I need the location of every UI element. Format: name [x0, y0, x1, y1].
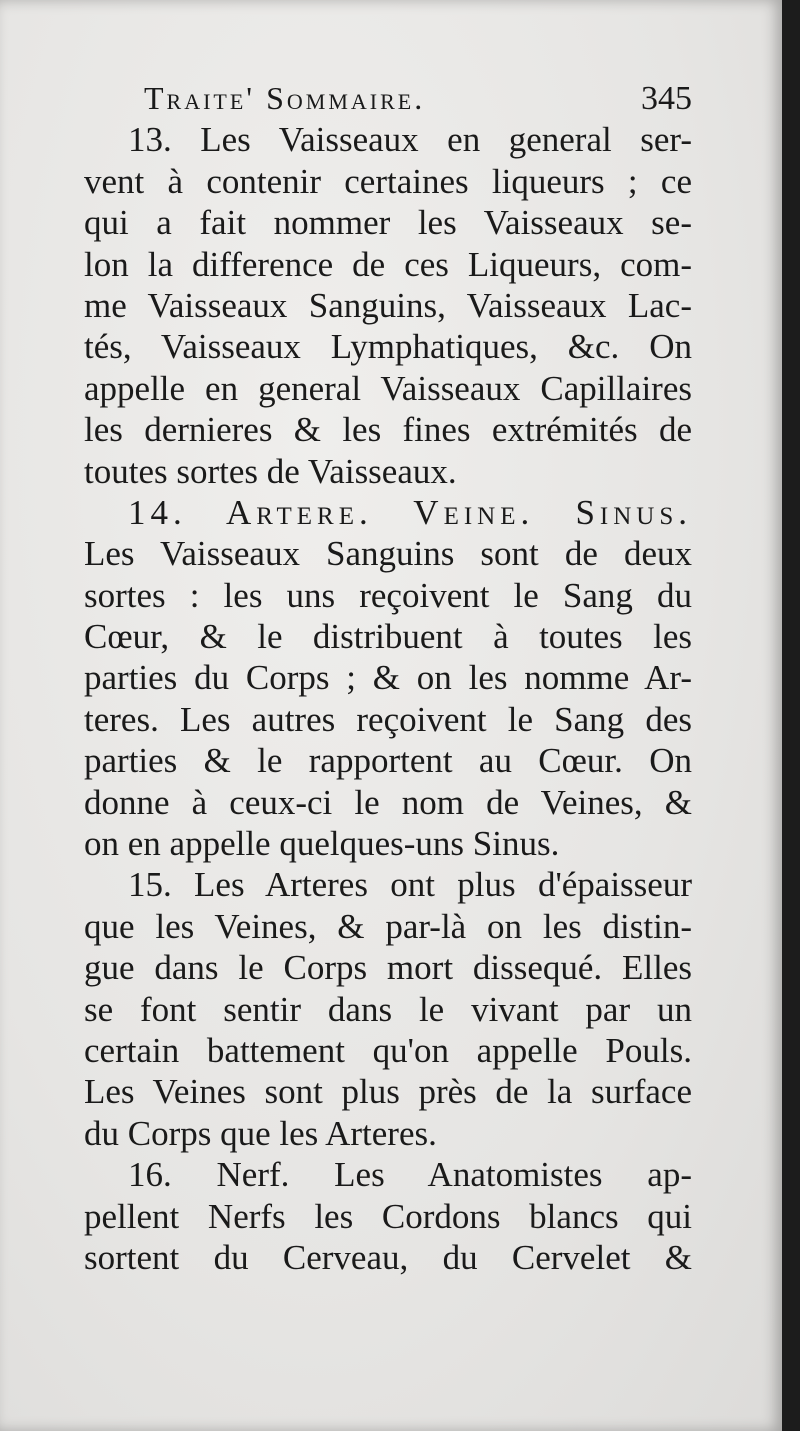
- text-line: les dernieres & les fines extrémités de: [84, 410, 692, 450]
- text-line: Cœur, & le distribuent à toutes les: [84, 617, 692, 657]
- page-number: 345: [641, 80, 692, 117]
- running-title: Traite' Sommaire.: [144, 80, 426, 116]
- text-line: donne à ceux-ci le nom de Veines, &: [84, 782, 692, 822]
- text-line: se font sentir dans le vivant par un: [84, 989, 692, 1029]
- text-line: qui a fait nommer les Vaisseaux se-: [84, 203, 692, 243]
- page-text: [84, 78, 692, 1278]
- text-line: Les Vaisseaux Sanguins sont de deux: [84, 534, 692, 574]
- text-line: Les Veines sont plus près de la surface: [84, 1072, 692, 1112]
- text-line: me Vaisseaux Sanguins, Vaisseaux Lac-: [84, 285, 692, 325]
- body-text: [84, 119, 692, 1278]
- text-line: certain battement qu'on appelle Pouls.: [84, 1031, 692, 1070]
- text-line: teres. Les autres reçoivent le Sang des: [84, 699, 692, 739]
- text-line: gue dans le Corps mort dissequé. Elles: [84, 948, 692, 988]
- text-line: 15. Les Arteres ont plus d'épaisseur: [128, 865, 692, 905]
- text-line: parties & le rapportent au Cœur. On: [84, 741, 692, 781]
- text-line: sortes : les uns reçoivent le Sang du: [84, 575, 692, 615]
- text-line: toutes sortes de Vaisseaux.: [84, 451, 457, 491]
- text-line: pellent Nerfs les Cordons blancs qui: [84, 1196, 692, 1236]
- text-line: du Corps que les Arteres.: [84, 1113, 437, 1153]
- text-line: sortent du Cerveau, du Cervelet &: [84, 1237, 692, 1277]
- text-line: que les Veines, & par-là on les distin-: [84, 906, 692, 946]
- text-line: parties du Corps ; & on les nomme Ar-: [84, 658, 692, 698]
- text-line: appelle en general Vaisseaux Capillaires: [84, 368, 692, 408]
- text-line: on en appelle quelques-uns Sinus.: [84, 824, 560, 864]
- text-line: lon la difference de ces Liqueurs, com-: [84, 244, 692, 284]
- text-line: 13. Les Vaisseaux en general ser-: [128, 120, 692, 160]
- section-heading-line: 14. Artere. Veine. Sinus.: [128, 492, 692, 532]
- text-line: tés, Vaisseaux Lymphatiques, &c. On: [84, 327, 692, 367]
- text-line: vent à contenir certaines liqueurs ; ce: [84, 161, 692, 201]
- running-header: [84, 78, 692, 119]
- text-line: 16. Nerf. Les Anatomistes ap-: [128, 1155, 692, 1195]
